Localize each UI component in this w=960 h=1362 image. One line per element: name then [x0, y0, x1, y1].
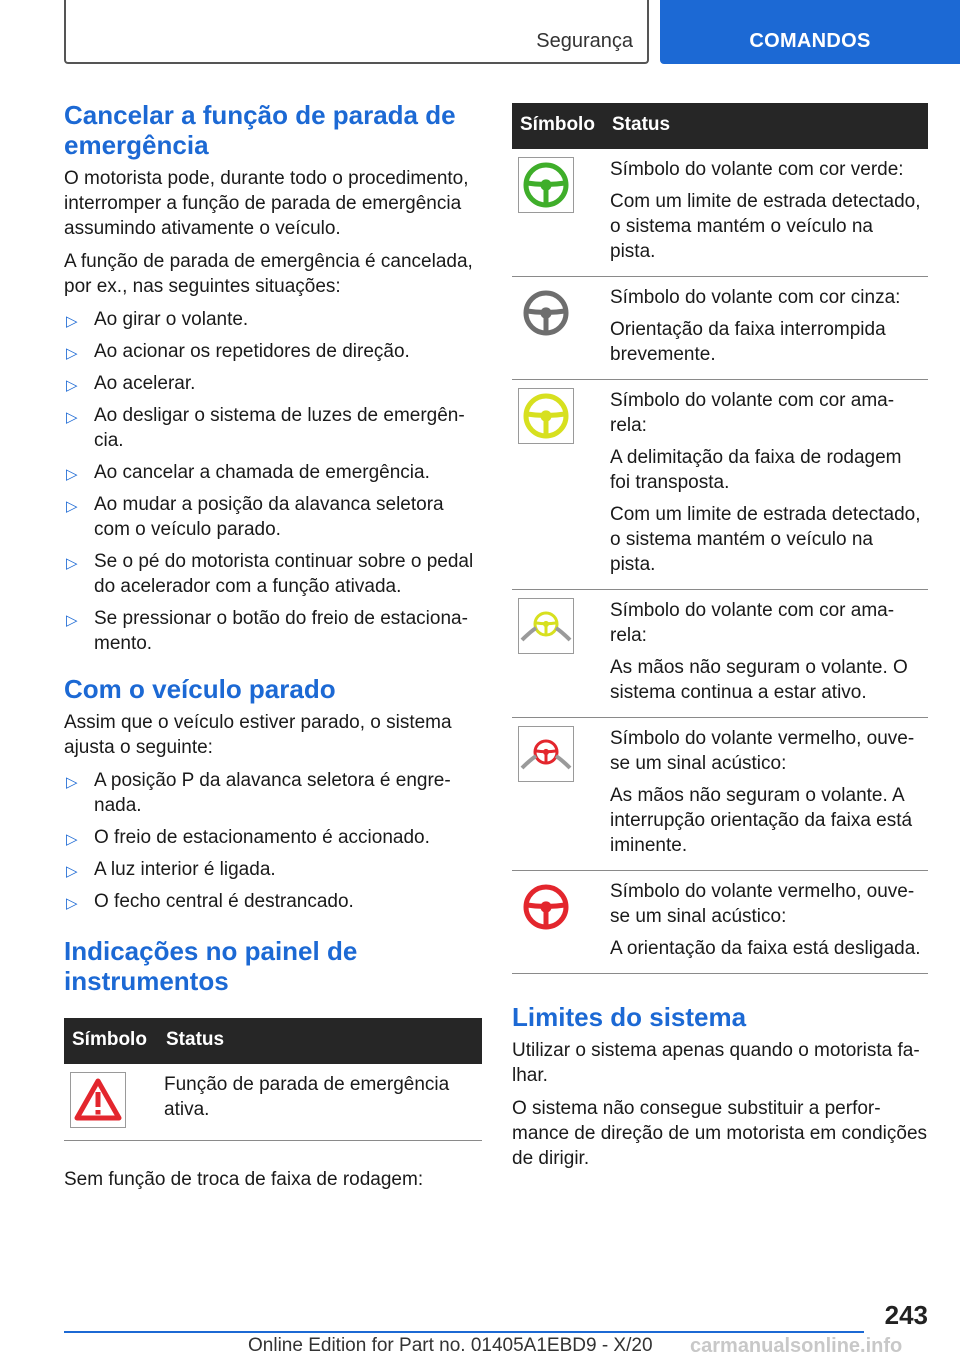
steering-wheel-red-hands-icon: [518, 726, 574, 782]
heading-vehicle-stopped: Com o veículo parado: [64, 674, 336, 704]
triangle-bullet-icon: ▷: [66, 313, 78, 330]
heading-cancel-emergency-stop: Cancelar a função de parada de emergência: [64, 100, 456, 160]
column-header-symbol: Símbolo: [64, 1018, 158, 1064]
list-item: ▷ A posição P da alavanca seletora é engrenada.: [66, 770, 451, 816]
paragraph: O motorista pode, durante todo o procedimento, interromper a função de parada de emergência assumindo ativamente o veículo.: [64, 168, 469, 239]
right-column: [512, 103, 928, 1179]
list-item: ▷ Ao acelerar.: [64, 371, 482, 396]
steering-wheel-yellow-hands-icon: [518, 598, 574, 654]
list-item: ▷ Se o pé do motorista continuar sobre o pedal do acelerador com a função ativada.: [66, 551, 474, 597]
page-number: 243: [884, 1300, 928, 1330]
table-row: [64, 1064, 482, 1141]
table-row: [512, 718, 928, 871]
list-item: ▷ A luz interior é ligada.: [64, 857, 482, 882]
column-header-status: Status: [604, 103, 928, 149]
steering-wheel-green-icon: [518, 157, 574, 213]
status-text: Símbolo do volante vermelho, ouve-se um sinal acústico:: [610, 881, 915, 927]
list-item: ▷ Ao girar o volante.: [64, 307, 482, 332]
triangle-bullet-icon: ▷: [66, 895, 78, 912]
warning-triangle-icon: [70, 1072, 126, 1128]
list-item: ▷ Ao cancelar a chamada de emergência.: [64, 460, 482, 485]
list-item: ▷ O fecho central é destrancado.: [64, 889, 482, 914]
list-item: ▷ O freio de estacionamento é accionado.: [64, 825, 482, 850]
status-text: Com um limite de estrada detectado, o sistema mantém o veículo na pista.: [610, 504, 921, 575]
table-row: [512, 871, 928, 974]
status-text: A orientação da faixa está desligada.: [610, 938, 921, 959]
triangle-bullet-icon: ▷: [66, 831, 78, 848]
footer-edition: Online Edition for Part no. 01405A1EBD9 - X/20: [248, 1335, 653, 1356]
status-text: A delimitação da faixa de rodagem foi transposta.: [610, 447, 902, 493]
column-header-status: Status: [158, 1018, 482, 1064]
status-text: Símbolo do volante com cor amarela:: [610, 600, 895, 646]
status-text: Símbolo do volante com cor cinza:: [610, 287, 901, 308]
list-item: ▷ Se pressionar o botão do freio de estacionamento.: [66, 608, 468, 654]
status-text: Função de parada de emergência ativa.: [158, 1064, 482, 1141]
header-section-box: [64, 0, 649, 64]
header-chapter-tab[interactable]: [660, 0, 960, 64]
triangle-bullet-icon: ▷: [66, 555, 78, 572]
triangle-bullet-icon: ▷: [66, 466, 78, 483]
stopped-actions-list: [64, 768, 482, 914]
triangle-bullet-icon: ▷: [66, 345, 78, 362]
left-column: [64, 100, 482, 1200]
triangle-bullet-icon: ▷: [66, 774, 78, 791]
list-item: ▷ Ao mudar a posição da alavanca seletora com o veículo parado.: [66, 494, 444, 540]
header-section-title: Segurança: [536, 30, 633, 52]
status-text: Orientação da faixa interrompida brevemente.: [610, 319, 886, 365]
steering-wheel-gray-icon: [518, 285, 574, 341]
instrument-symbol-table: [64, 1018, 482, 1141]
paragraph: A função de parada de emergência é cancelada, por ex., nas seguintes situações:: [64, 251, 473, 297]
table-row: [512, 380, 928, 590]
status-text: Com um limite de estrada detectado, o sistema mantém o veículo na pista.: [610, 191, 921, 262]
status-text: Símbolo do volante com cor verde:: [610, 159, 904, 180]
steering-wheel-yellow-icon: [518, 388, 574, 444]
triangle-bullet-icon: ▷: [66, 863, 78, 880]
paragraph: Sem função de troca de faixa de rodagem:: [64, 1169, 424, 1190]
heading-system-limits: Limites do sistema: [512, 1002, 747, 1032]
triangle-bullet-icon: ▷: [66, 377, 78, 394]
paragraph: Utilizar o sistema apenas quando o motorista falhar.: [512, 1040, 920, 1086]
triangle-bullet-icon: ▷: [66, 409, 78, 426]
steering-wheel-red-icon: [518, 879, 574, 935]
table-row: [512, 590, 928, 718]
triangle-bullet-icon: ▷: [66, 612, 78, 629]
heading-instrument-panel: Indicações no painel de instrumentos: [64, 936, 358, 996]
paragraph: Assim que o veículo estiver parado, o sistema ajusta o seguinte:: [64, 712, 452, 758]
status-text: Símbolo do volante com cor amarela:: [610, 390, 895, 436]
footer-divider: [64, 1331, 864, 1333]
list-item: ▷ Ao acionar os repetidores de direção.: [64, 339, 482, 364]
status-text: As mãos não seguram o volante. A interrupção orientação da faixa está iminente.: [610, 785, 913, 856]
header-chapter-label: COMANDOS: [749, 30, 871, 52]
cancel-situations-list: [64, 307, 482, 656]
footer-watermark: carmanualsonline.info: [690, 1335, 903, 1357]
status-text: Símbolo do volante vermelho, ouve-se um sinal acústico:: [610, 728, 915, 774]
status-text: As mãos não seguram o volante. O sistema continua a estar ativo.: [610, 657, 908, 703]
lane-guidance-symbol-table: [512, 103, 928, 974]
table-row: [512, 149, 928, 277]
table-row: [512, 277, 928, 380]
column-header-symbol: Símbolo: [512, 103, 604, 149]
triangle-bullet-icon: ▷: [66, 498, 78, 515]
list-item: ▷ Ao desligar o sistema de luzes de emergência.: [66, 405, 465, 451]
paragraph: O sistema não consegue substituir a performance de direção de um motorista em condições de dirigir.: [512, 1098, 928, 1169]
